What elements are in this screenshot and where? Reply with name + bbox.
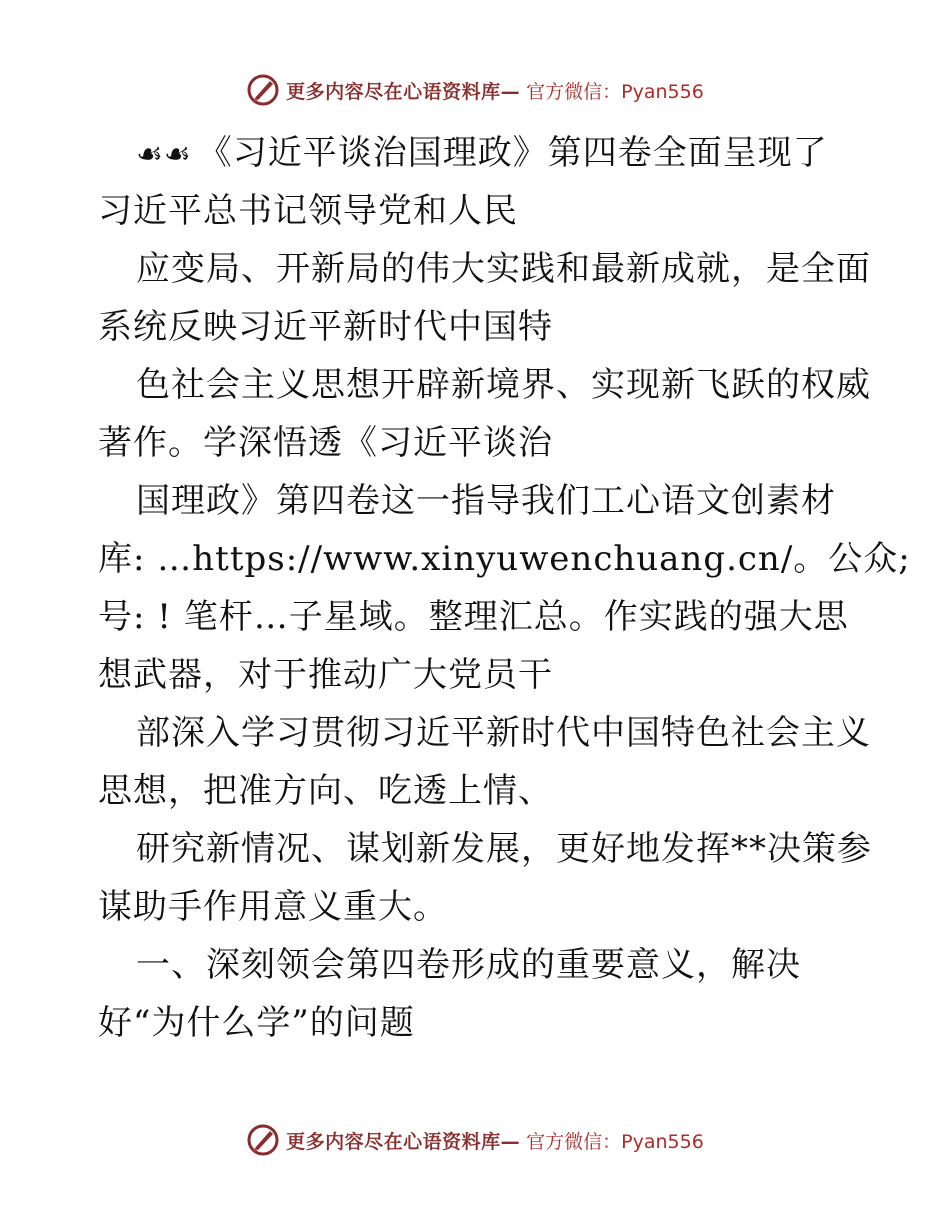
ornament-icon: ☙☙ [136, 137, 192, 172]
pen-logo-icon [246, 1123, 280, 1157]
text-line: 著作。学深悟透《习近平谈治 [98, 423, 553, 463]
header-banner-wechat: 官方微信：Pyan556 [526, 80, 704, 103]
footer-banner-text: 更多内容尽在心语资料库— [286, 1130, 521, 1153]
text-line: 部深入学习贯彻习近平新时代中国特色社会主义 [136, 713, 871, 753]
header-banner [0, 70, 950, 110]
text-line: 色社会主义思想开辟新境界、实现新飞跃的权威 [136, 365, 871, 405]
text-line: 国理政》第四卷这一指导我们工心语文创素材 [136, 481, 836, 521]
text-line: ☙☙ 《习近平谈治国理政》第四卷全面呈现了 [136, 133, 828, 173]
pen-logo-icon [246, 73, 280, 107]
text-line: 号: ! 笔杆…子星域。整理汇总。作实践的强大思 [98, 597, 849, 637]
text-line: 习近平总书记领导党和人民 [98, 191, 518, 231]
text-line: 想武器，对于推动广大党员干 [98, 655, 553, 695]
text-line: 研究新情况、谋划新发展，更好地发挥**决策参 [136, 829, 872, 869]
text-line: 库: …https://www.xinyuwenchuang.cn/。公众; [98, 539, 911, 579]
text-line: 应变局、开新局的伟大实践和最新成就，是全面 [136, 249, 871, 289]
section-heading-continued: 好“为什么学”的问题 [98, 1003, 415, 1043]
text-line: 谋助手作用意义重大。 [98, 887, 448, 927]
header-banner-text: 更多内容尽在心语资料库— [286, 80, 521, 103]
text-line: 系统反映习近平新时代中国特 [98, 307, 553, 347]
document-body [98, 124, 911, 1052]
footer-banner [0, 1120, 950, 1160]
text-line: 思想，把准方向、吃透上情、 [98, 771, 553, 811]
footer-banner-wechat: 官方微信：Pyan556 [526, 1130, 704, 1153]
section-heading: 一、深刻领会第四卷形成的重要意义，解决 [136, 945, 801, 985]
